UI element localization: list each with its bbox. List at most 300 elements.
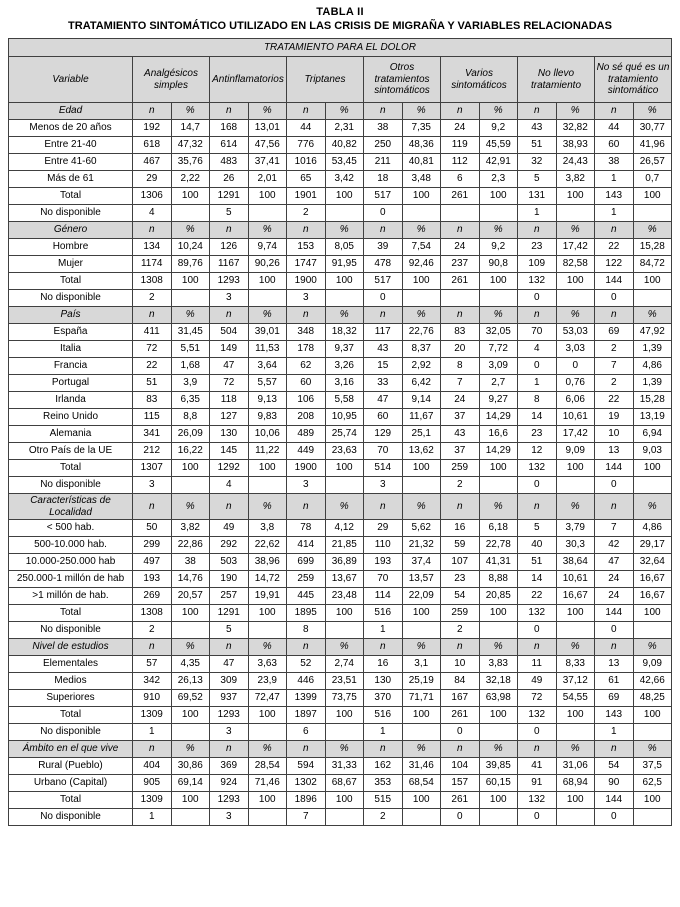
- value-cell: 60: [595, 137, 634, 154]
- value-cell: 14,7: [171, 120, 210, 137]
- table-row: [9, 256, 672, 273]
- value-cell: 516: [364, 605, 403, 622]
- row-label: No disponible: [9, 724, 133, 741]
- value-cell: 5: [210, 205, 249, 222]
- subheader-percent: %: [248, 307, 287, 324]
- value-cell: 17,42: [556, 239, 595, 256]
- row-label: Entre 41-60: [9, 154, 133, 171]
- value-cell: 42,91: [479, 154, 518, 171]
- value-cell: 13,01: [248, 120, 287, 137]
- value-cell: 162: [364, 758, 403, 775]
- value-cell: 32,05: [479, 324, 518, 341]
- table-row: [9, 520, 672, 537]
- column-group-header-7: No sé qué es un tratamiento sintomático: [595, 57, 672, 103]
- value-cell: 100: [633, 273, 672, 290]
- column-group-header-2: Antinflamatorios: [210, 57, 287, 103]
- value-cell: 446: [287, 673, 326, 690]
- value-cell: 23: [441, 571, 480, 588]
- table-body: [9, 103, 672, 826]
- subheader-n: n: [364, 103, 403, 120]
- value-cell: 6,42: [402, 375, 441, 392]
- value-cell: 69,14: [171, 775, 210, 792]
- section-name: Ámbito en el que vive: [9, 741, 133, 758]
- value-cell: 9,27: [479, 392, 518, 409]
- table-row: [9, 426, 672, 443]
- subheader-percent: %: [479, 741, 518, 758]
- value-cell: 40,82: [325, 137, 364, 154]
- value-cell: [556, 622, 595, 639]
- value-cell: 9,03: [633, 443, 672, 460]
- value-cell: 47: [364, 392, 403, 409]
- value-cell: 100: [479, 188, 518, 205]
- value-cell: [479, 622, 518, 639]
- subheader-n: n: [133, 307, 172, 324]
- value-cell: 69: [595, 324, 634, 341]
- value-cell: 68,54: [402, 775, 441, 792]
- value-cell: 144: [595, 460, 634, 477]
- value-cell: 341: [133, 426, 172, 443]
- subheader-percent: %: [171, 222, 210, 239]
- value-cell: 61: [595, 673, 634, 690]
- value-cell: 1307: [133, 460, 172, 477]
- subheader-percent: %: [325, 639, 364, 656]
- value-cell: [556, 205, 595, 222]
- subheader-percent: %: [171, 741, 210, 758]
- value-cell: 4: [518, 341, 557, 358]
- value-cell: [479, 477, 518, 494]
- value-cell: 31,33: [325, 758, 364, 775]
- value-cell: 19,91: [248, 588, 287, 605]
- value-cell: [248, 724, 287, 741]
- value-cell: 100: [248, 707, 287, 724]
- row-label: Alemania: [9, 426, 133, 443]
- value-cell: 30,77: [633, 120, 672, 137]
- subheader-percent: %: [325, 307, 364, 324]
- value-cell: 100: [556, 188, 595, 205]
- value-cell: 100: [171, 605, 210, 622]
- subheader-percent: %: [171, 307, 210, 324]
- table-row: [9, 690, 672, 707]
- value-cell: 72: [518, 690, 557, 707]
- subheader-n: n: [364, 222, 403, 239]
- value-cell: 30,3: [556, 537, 595, 554]
- value-cell: 57: [133, 656, 172, 673]
- value-cell: 25,19: [402, 673, 441, 690]
- section-header-row: [9, 307, 672, 324]
- table-row: [9, 171, 672, 188]
- value-cell: 47,92: [633, 324, 672, 341]
- value-cell: 1302: [287, 775, 326, 792]
- value-cell: [171, 724, 210, 741]
- value-cell: 18,32: [325, 324, 364, 341]
- subheader-percent: %: [479, 103, 518, 120]
- value-cell: 106: [287, 392, 326, 409]
- table-row: [9, 290, 672, 307]
- value-cell: 5: [518, 520, 557, 537]
- value-cell: [325, 622, 364, 639]
- value-cell: 143: [595, 707, 634, 724]
- value-cell: 0: [595, 290, 634, 307]
- table-row: [9, 758, 672, 775]
- subheader-n: n: [287, 103, 326, 120]
- value-cell: 10,61: [556, 409, 595, 426]
- value-cell: 237: [441, 256, 480, 273]
- value-cell: 0: [556, 358, 595, 375]
- value-cell: 10: [441, 656, 480, 673]
- section-header-row: [9, 639, 672, 656]
- value-cell: 100: [325, 792, 364, 809]
- value-cell: 8,05: [325, 239, 364, 256]
- value-cell: 112: [441, 154, 480, 171]
- value-cell: 40: [518, 537, 557, 554]
- value-cell: 7: [441, 375, 480, 392]
- value-cell: 9,74: [248, 239, 287, 256]
- value-cell: 2,3: [479, 171, 518, 188]
- value-cell: 100: [402, 707, 441, 724]
- value-cell: 6,06: [556, 392, 595, 409]
- subheader-n: n: [133, 639, 172, 656]
- value-cell: 22,09: [402, 588, 441, 605]
- value-cell: 30,86: [171, 758, 210, 775]
- row-label: 500-10.000 hab.: [9, 537, 133, 554]
- value-cell: 1,68: [171, 358, 210, 375]
- row-label: No disponible: [9, 205, 133, 222]
- value-cell: 3,48: [402, 171, 441, 188]
- value-cell: 1896: [287, 792, 326, 809]
- value-cell: 14,72: [248, 571, 287, 588]
- value-cell: 515: [364, 792, 403, 809]
- subheader-n: n: [210, 494, 249, 520]
- subheader-n: n: [518, 103, 557, 120]
- value-cell: 1,39: [633, 341, 672, 358]
- value-cell: 14,29: [479, 409, 518, 426]
- value-cell: [479, 724, 518, 741]
- value-cell: 100: [633, 188, 672, 205]
- value-cell: 47: [210, 358, 249, 375]
- column-group-header-4: Otros tratamientos sintomáticos: [364, 57, 441, 103]
- subheader-n: n: [595, 494, 634, 520]
- value-cell: 10,24: [171, 239, 210, 256]
- column-group-header-row: [9, 57, 672, 103]
- table-number: TABLA II: [316, 6, 364, 18]
- value-cell: 100: [556, 707, 595, 724]
- subheader-n: n: [364, 639, 403, 656]
- value-cell: 24: [441, 239, 480, 256]
- value-cell: 41,31: [479, 554, 518, 571]
- value-cell: 6: [441, 171, 480, 188]
- value-cell: 37,41: [248, 154, 287, 171]
- value-cell: 18: [364, 171, 403, 188]
- value-cell: 129: [364, 426, 403, 443]
- value-cell: 115: [133, 409, 172, 426]
- value-cell: 36,89: [325, 554, 364, 571]
- subheader-n: n: [210, 103, 249, 120]
- value-cell: 52: [287, 656, 326, 673]
- row-label: 250.000-1 millón de hab: [9, 571, 133, 588]
- value-cell: 24: [595, 571, 634, 588]
- value-cell: 26: [210, 171, 249, 188]
- value-cell: 1: [518, 205, 557, 222]
- value-cell: 60,15: [479, 775, 518, 792]
- value-cell: 100: [171, 273, 210, 290]
- value-cell: 72: [133, 341, 172, 358]
- subheader-percent: %: [633, 639, 672, 656]
- value-cell: 132: [518, 707, 557, 724]
- value-cell: 39: [364, 239, 403, 256]
- value-cell: 100: [248, 460, 287, 477]
- value-cell: [633, 205, 672, 222]
- value-cell: 51: [133, 375, 172, 392]
- table-row: [9, 571, 672, 588]
- value-cell: 9,09: [556, 443, 595, 460]
- value-cell: 100: [479, 460, 518, 477]
- value-cell: 1,39: [633, 375, 672, 392]
- value-cell: 144: [595, 792, 634, 809]
- value-cell: 100: [325, 605, 364, 622]
- subheader-n: n: [595, 741, 634, 758]
- value-cell: 9,09: [633, 656, 672, 673]
- value-cell: 70: [518, 324, 557, 341]
- subheader-n: n: [364, 307, 403, 324]
- value-cell: 309: [210, 673, 249, 690]
- value-cell: 13,57: [402, 571, 441, 588]
- table-row: [9, 724, 672, 741]
- value-cell: 100: [479, 273, 518, 290]
- value-cell: 0: [518, 809, 557, 826]
- row-label: Portugal: [9, 375, 133, 392]
- subheader-n: n: [441, 222, 480, 239]
- value-cell: 100: [479, 707, 518, 724]
- value-cell: 10,06: [248, 426, 287, 443]
- value-cell: 32,18: [479, 673, 518, 690]
- value-cell: 22: [518, 588, 557, 605]
- value-cell: 6: [287, 724, 326, 741]
- column-group-header-6: No llevo tratamiento: [518, 57, 595, 103]
- value-cell: 104: [441, 758, 480, 775]
- subheader-percent: %: [479, 222, 518, 239]
- value-cell: 1900: [287, 460, 326, 477]
- value-cell: 26,13: [171, 673, 210, 690]
- section-name: Edad: [9, 103, 133, 120]
- value-cell: 3,9: [171, 375, 210, 392]
- value-cell: 42,66: [633, 673, 672, 690]
- value-cell: 44: [287, 120, 326, 137]
- value-cell: [556, 290, 595, 307]
- value-cell: 43: [364, 341, 403, 358]
- value-cell: 38,96: [248, 554, 287, 571]
- value-cell: [556, 477, 595, 494]
- section-header-row: [9, 494, 672, 520]
- value-cell: 39,01: [248, 324, 287, 341]
- value-cell: 29,17: [633, 537, 672, 554]
- subheader-percent: %: [633, 222, 672, 239]
- subheader-percent: %: [248, 103, 287, 120]
- value-cell: 49: [518, 673, 557, 690]
- subheader-n: n: [441, 639, 480, 656]
- value-cell: 9,2: [479, 239, 518, 256]
- value-cell: 13,19: [633, 409, 672, 426]
- value-cell: 48,25: [633, 690, 672, 707]
- value-cell: 70: [364, 443, 403, 460]
- value-cell: [479, 290, 518, 307]
- value-cell: 0: [441, 724, 480, 741]
- section-name: Nivel de estudios: [9, 639, 133, 656]
- row-label: Otro País de la UE: [9, 443, 133, 460]
- value-cell: 193: [133, 571, 172, 588]
- value-cell: 167: [441, 690, 480, 707]
- value-cell: 257: [210, 588, 249, 605]
- value-cell: [248, 205, 287, 222]
- value-cell: 126: [210, 239, 249, 256]
- subheader-n: n: [518, 741, 557, 758]
- value-cell: [402, 622, 441, 639]
- value-cell: 411: [133, 324, 172, 341]
- value-cell: [248, 809, 287, 826]
- row-label: Francia: [9, 358, 133, 375]
- table-row: [9, 460, 672, 477]
- row-label: Italia: [9, 341, 133, 358]
- value-cell: 467: [133, 154, 172, 171]
- value-cell: 107: [441, 554, 480, 571]
- subheader-n: n: [595, 307, 634, 324]
- subheader-n: n: [441, 741, 480, 758]
- value-cell: [248, 622, 287, 639]
- value-cell: 3,79: [556, 520, 595, 537]
- value-cell: [325, 205, 364, 222]
- value-cell: 10: [595, 426, 634, 443]
- value-cell: 29: [364, 520, 403, 537]
- subheader-n: n: [364, 494, 403, 520]
- value-cell: 1293: [210, 792, 249, 809]
- value-cell: 84: [441, 673, 480, 690]
- value-cell: [633, 622, 672, 639]
- value-cell: 1399: [287, 690, 326, 707]
- table-row: [9, 409, 672, 426]
- value-cell: 192: [133, 120, 172, 137]
- value-cell: 144: [595, 273, 634, 290]
- value-cell: 514: [364, 460, 403, 477]
- value-cell: 130: [364, 673, 403, 690]
- subheader-percent: %: [479, 494, 518, 520]
- value-cell: 2: [595, 375, 634, 392]
- table-row: [9, 273, 672, 290]
- value-cell: 78: [287, 520, 326, 537]
- value-cell: 1: [518, 375, 557, 392]
- value-cell: 16,6: [479, 426, 518, 443]
- value-cell: 21,32: [402, 537, 441, 554]
- value-cell: 54,55: [556, 690, 595, 707]
- value-cell: 0: [518, 477, 557, 494]
- value-cell: 153: [287, 239, 326, 256]
- value-cell: 100: [402, 605, 441, 622]
- value-cell: 109: [518, 256, 557, 273]
- subheader-percent: %: [325, 222, 364, 239]
- value-cell: 20,85: [479, 588, 518, 605]
- table-row: [9, 673, 672, 690]
- table-row: [9, 239, 672, 256]
- value-cell: 90: [595, 775, 634, 792]
- value-cell: 16,67: [633, 571, 672, 588]
- value-cell: 22,86: [171, 537, 210, 554]
- value-cell: 449: [287, 443, 326, 460]
- section-header-row: [9, 222, 672, 239]
- value-cell: 3: [210, 290, 249, 307]
- value-cell: 19: [595, 409, 634, 426]
- value-cell: 24: [595, 588, 634, 605]
- value-cell: 17,42: [556, 426, 595, 443]
- value-cell: 12: [518, 443, 557, 460]
- value-cell: 25,74: [325, 426, 364, 443]
- value-cell: 0: [364, 205, 403, 222]
- value-cell: 39,85: [479, 758, 518, 775]
- value-cell: 497: [133, 554, 172, 571]
- value-cell: 5: [518, 171, 557, 188]
- value-cell: 100: [479, 792, 518, 809]
- value-cell: 23,63: [325, 443, 364, 460]
- value-cell: 145: [210, 443, 249, 460]
- value-cell: 369: [210, 758, 249, 775]
- value-cell: 47,56: [248, 137, 287, 154]
- value-cell: 1: [595, 205, 634, 222]
- value-cell: 1291: [210, 605, 249, 622]
- value-cell: 353: [364, 775, 403, 792]
- value-cell: 8,33: [556, 656, 595, 673]
- value-cell: 1: [364, 724, 403, 741]
- value-cell: 7: [287, 809, 326, 826]
- value-cell: 4,86: [633, 520, 672, 537]
- subheader-n: n: [210, 222, 249, 239]
- value-cell: [171, 622, 210, 639]
- value-cell: 261: [441, 707, 480, 724]
- value-cell: 11,53: [248, 341, 287, 358]
- value-cell: 3,09: [479, 358, 518, 375]
- subheader-n: n: [595, 103, 634, 120]
- value-cell: 73,75: [325, 690, 364, 707]
- value-cell: 292: [210, 537, 249, 554]
- value-cell: [325, 290, 364, 307]
- section-name: Características de Localidad: [9, 494, 133, 520]
- value-cell: 22: [133, 358, 172, 375]
- title-block: [8, 6, 672, 32]
- value-cell: 28,54: [248, 758, 287, 775]
- value-cell: 132: [518, 605, 557, 622]
- value-cell: [441, 205, 480, 222]
- value-cell: [248, 290, 287, 307]
- table-row: [9, 554, 672, 571]
- value-cell: 22: [595, 392, 634, 409]
- value-cell: 100: [479, 605, 518, 622]
- value-cell: 3: [364, 477, 403, 494]
- value-cell: 4: [210, 477, 249, 494]
- value-cell: 211: [364, 154, 403, 171]
- value-cell: 11,22: [248, 443, 287, 460]
- value-cell: 31,45: [171, 324, 210, 341]
- value-cell: 3,82: [556, 171, 595, 188]
- table-row: [9, 358, 672, 375]
- value-cell: 1309: [133, 707, 172, 724]
- value-cell: 9,37: [325, 341, 364, 358]
- value-cell: 483: [210, 154, 249, 171]
- value-cell: 119: [441, 137, 480, 154]
- value-cell: 7: [595, 358, 634, 375]
- value-cell: 2: [441, 477, 480, 494]
- value-cell: 24: [441, 120, 480, 137]
- value-cell: [479, 809, 518, 826]
- value-cell: 59: [441, 537, 480, 554]
- table-row: [9, 605, 672, 622]
- value-cell: 3,1: [402, 656, 441, 673]
- row-label: Mujer: [9, 256, 133, 273]
